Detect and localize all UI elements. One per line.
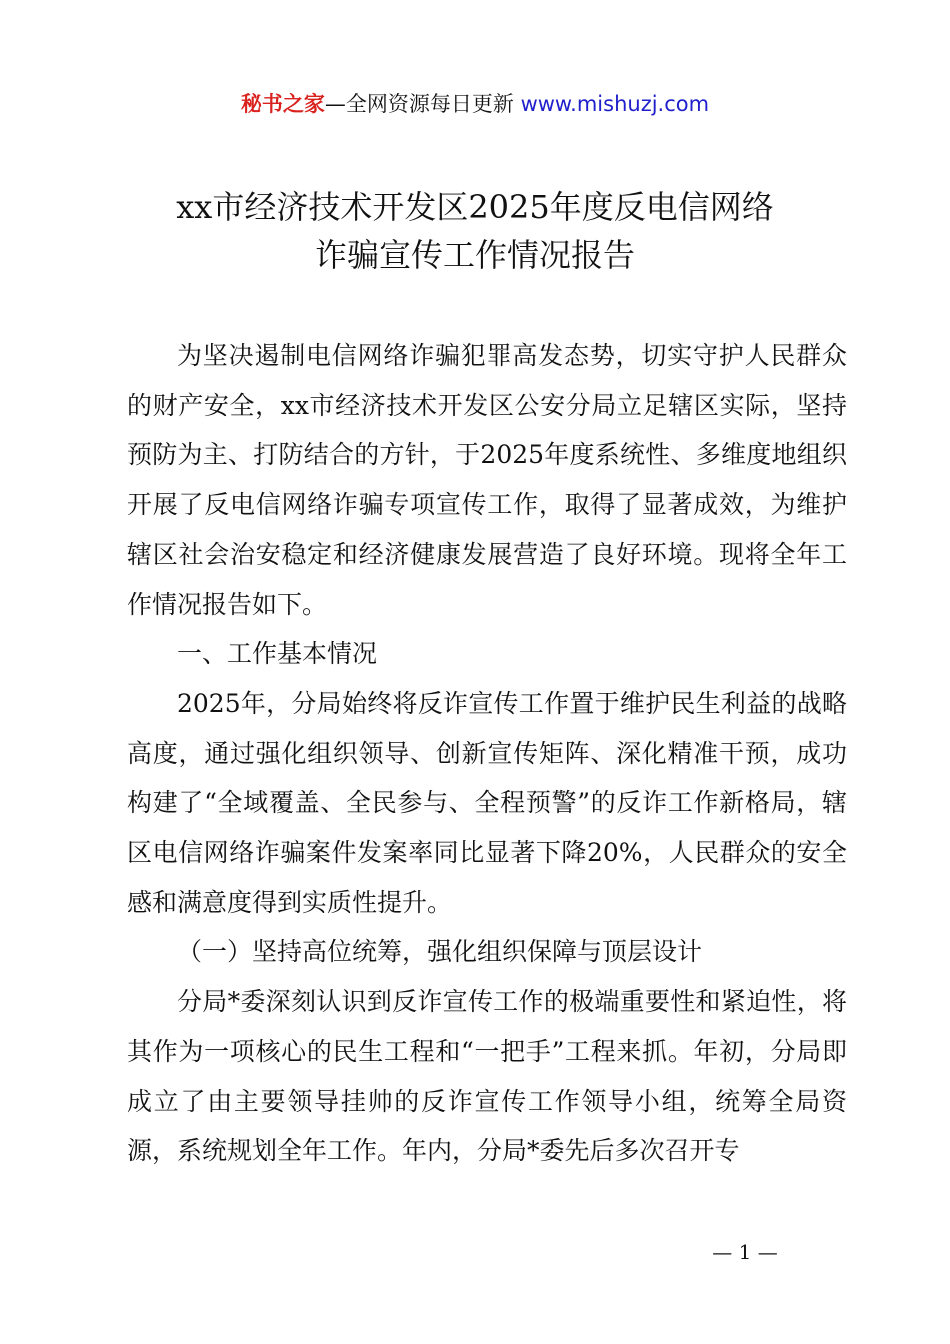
subsection-1-paragraph: 分局*委深刻认识到反诈宣传工作的极端重要性和紧迫性，将其作为一项核心的民生工程和“一把手”工程来抓。年初，分局即成立了由主要领导挂帅的反诈宣传工作领导小组，统筹全局资源，系统规划全年工作。年内，分局*委先后多次召开专: [127, 987, 847, 1166]
title-line-2: 诈骗宣传工作情况报告: [314, 236, 635, 274]
site-header: [0, 88, 950, 120]
section-1-paragraph: 2025年，分局始终将反诈宣传工作置于维护民生利益的战略高度，通过强化组织领导、创新宣传矩阵、深化精准干预，成功构建了“全域覆盖、全民参与、全程预警”的反诈工作新格局，辖区电信网络诈骗案件发案率同比显著下降20%，人民群众的安全感和满意度得到实质性提升。: [127, 688, 847, 917]
document-body: [127, 331, 847, 1176]
page-number: — 1 —: [712, 1240, 778, 1264]
subsection-heading-1: （一）坚持高位统筹，强化组织保障与顶层设计: [177, 937, 703, 967]
title-line-1: xx市经济技术开发区2025年度反电信网络: [176, 188, 774, 226]
document-title: [0, 183, 950, 279]
intro-paragraph: 为坚决遏制电信网络诈骗犯罪高发态势，切实守护人民群众的财产安全，xx市经济技术开发区公安分局立足辖区实际，坚持预防为主、打防结合的方针，于2025年度系统性、多维度地组织开展了反电信网络诈骗专项宣传工作，取得了显著成效，为维护辖区社会治安稳定和经济健康发展营造了良好环境。现将全年工作情况报告如下。: [127, 341, 847, 619]
site-url-link[interactable]: www.mishuzj.com: [520, 92, 710, 116]
brand-name: 秘书之家: [240, 92, 325, 116]
section-heading-1: 一、工作基本情况: [177, 639, 378, 669]
header-tagline: —全网资源每日更新: [324, 92, 521, 116]
